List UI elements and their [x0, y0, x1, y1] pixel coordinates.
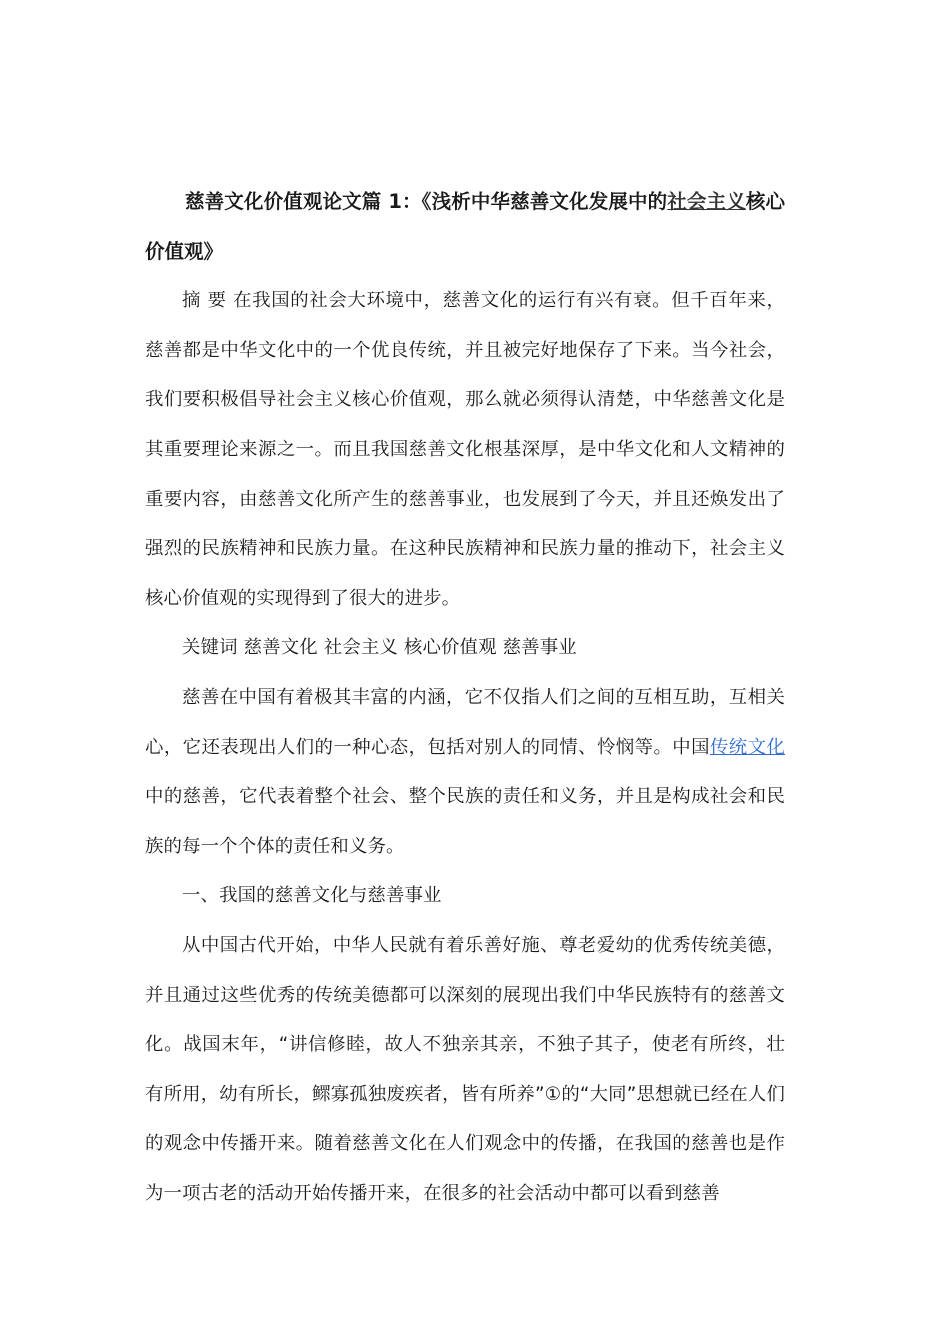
document-page — [145, 177, 785, 1218]
title-underlined-term: 社会主义 — [667, 190, 746, 213]
title-prefix: 慈善文化价值观论文篇 1：《浅析中华慈善文化发展中的 — [185, 190, 668, 213]
intro-text-after-link: 中的慈善，它代表着整个社会、整个民族的责任和义务，并且是构成社会和民族的每一个个体的责任和义务。 — [145, 786, 785, 857]
title-suffix: 核心价值观》 — [145, 190, 785, 263]
keywords-paragraph: 关键词 慈善文化 社会主义 核心价值观 慈善事业 — [182, 637, 577, 659]
traditional-culture-link[interactable]: 传统文化 — [709, 736, 785, 758]
section1-paragraph: 从中国古代开始，中华人民就有着乐善好施、尊老爱幼的优秀传统美德，并且通过这些优秀的传统美德都可以深刻的展现出我们中华民族特有的慈善文化。战国末年，“讲信修睦，故人不独亲其亲，不独子其子，使老有所终，壮有所用，幼有所长，鳏寡孤独废疾者，皆有所养”①的“大同”思想就已经在人们的观念中传播开来。随着慈善文化在人们观念中的传播，在我国的慈善也是作为一项古老的活动开始传播开来，在很多的社会活动中都可以看到慈善 — [145, 934, 785, 1204]
abstract-paragraph: 摘 要 在我国的社会大环境中，慈善文化的运行有兴有衰。但千百年来，慈善都是中华文化中的一个优良传统，并且被完好地保存了下来。当今社会，我们要积极倡导社会主义核心价值观，那么就必须得认清楚，中华慈善文化是其重要理论来源之一。而且我国慈善文化根基深厚，是中华文化和人文精神的重要内容，由慈善文化所产生的慈善事业，也发展到了今天，并且还焕发出了强烈的民族精神和民族力量。在这种民族精神和民族力量的推动下，社会主义核心价值观的实现得到了很大的进步。 — [145, 290, 785, 609]
article-title — [145, 177, 785, 276]
intro-text-before-link: 慈善在中国有着极其丰富的内涵，它不仅指人们之间的互相互助，互相关心，它还表现出人们的一种心态，包括对别人的同情、怜悯等。中国 — [145, 686, 785, 758]
intro-paragraph — [145, 673, 785, 871]
section1-heading: 一、我国的慈善文化与慈善事业 — [182, 885, 442, 907]
